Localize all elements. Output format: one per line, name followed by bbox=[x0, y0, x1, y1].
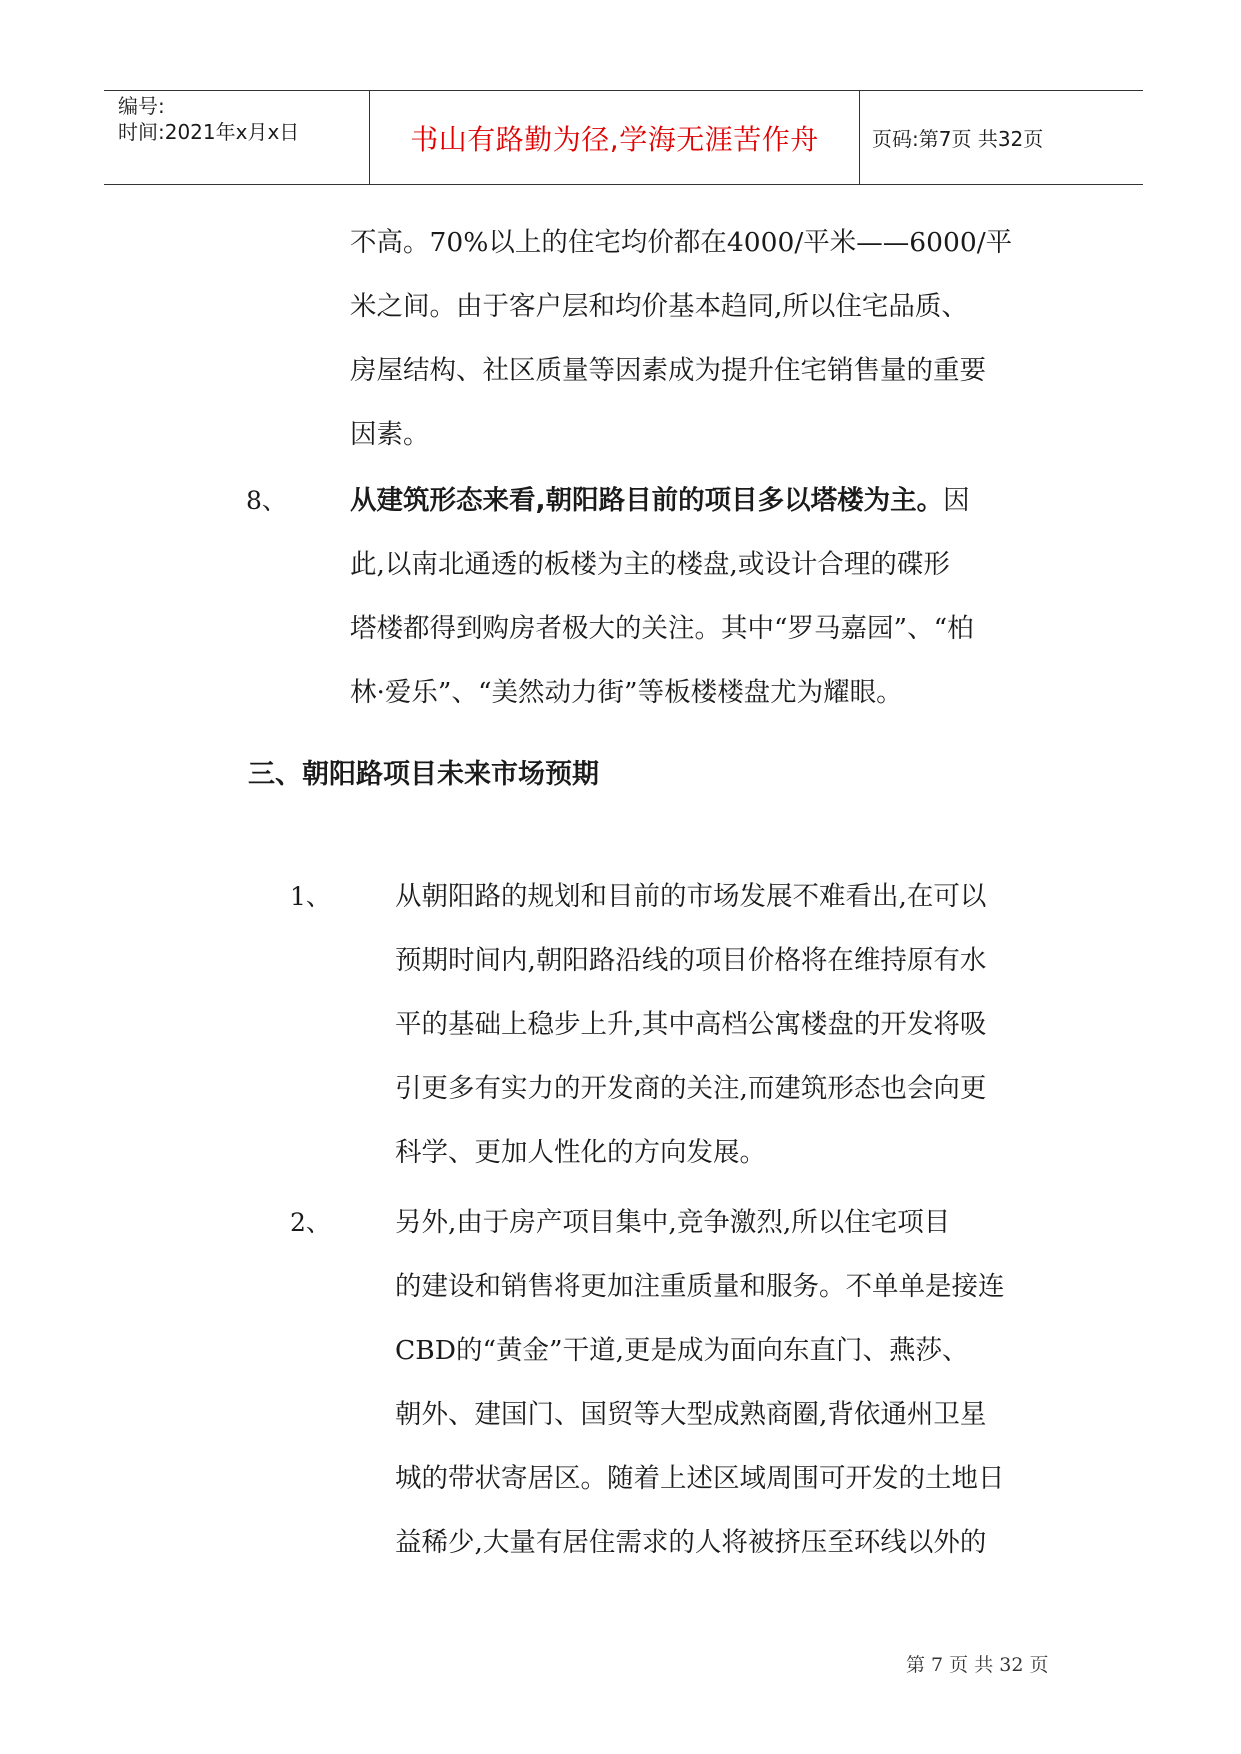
header-motto: 书山有路勤为径,学海无涯苦作舟 bbox=[410, 122, 819, 156]
header-divider bbox=[859, 91, 860, 184]
text-line: 的建设和销售将更加注重质量和服务。不单单是接连 bbox=[395, 1271, 1005, 1302]
text-line: CBD的“黄金”干道,更是成为面向东直门、燕莎、 bbox=[395, 1335, 969, 1366]
text-line: 从朝阳路的规划和目前的市场发展不难看出,在可以 bbox=[395, 881, 987, 912]
header-page-info: 页码:第7页 共32页 bbox=[872, 127, 1044, 151]
text-line: 科学、更加人性化的方向发展。 bbox=[395, 1137, 766, 1168]
text-line: 不高。70%以上的住宅均价都在4000/平米——6000/平 bbox=[350, 227, 1013, 258]
text-line: 朝外、建国门、国贸等大型成熟商圈,背依通州卫星 bbox=[395, 1399, 987, 1430]
text-line: 塔楼都得到购房者极大的关注。其中“罗马嘉园”、“柏 bbox=[350, 613, 974, 644]
text-line: 林·爱乐”、“美然动力街”等板楼楼盘尤为耀眼。 bbox=[350, 677, 903, 708]
list-number: 8、 bbox=[246, 486, 287, 515]
text-line: 房屋结构、社区质量等因素成为提升住宅销售量的重要 bbox=[350, 355, 986, 386]
text-fragment: 因 bbox=[943, 485, 970, 516]
text-line: 米之间。由于客户层和均价基本趋同,所以住宅品质、 bbox=[350, 291, 968, 322]
page-footer: 第 7 页 共 32 页 bbox=[906, 1654, 1049, 1676]
text-line: 引更多有实力的开发商的关注,而建筑形态也会向更 bbox=[395, 1073, 987, 1104]
text-line: 另外,由于房产项目集中,竞争激烈,所以住宅项目 bbox=[395, 1207, 951, 1238]
text-line: 此,以南北通透的板楼为主的楼盘,或设计合理的碟形 bbox=[350, 549, 950, 580]
list-number: 1、 bbox=[290, 882, 331, 911]
list-number: 2、 bbox=[290, 1208, 331, 1237]
text-line: 城的带状寄居区。随着上述区域周围可开发的土地日 bbox=[395, 1463, 1005, 1494]
bold-summary: 从建筑形态来看,朝阳路目前的项目多以塔楼为主。 bbox=[350, 485, 944, 516]
number-label: 编号: bbox=[118, 94, 165, 118]
text-line: 因素。 bbox=[350, 419, 430, 450]
section-heading: 三、朝阳路项目未来市场预期 bbox=[248, 759, 599, 790]
text-line: 预期时间内,朝阳路沿线的项目价格将在维持原有水 bbox=[395, 945, 987, 976]
header-meta bbox=[118, 91, 368, 184]
page-header bbox=[104, 90, 1143, 185]
time-label: 时间:2021年x月x日 bbox=[118, 120, 300, 144]
text-line bbox=[350, 484, 970, 518]
text-line: 益稀少,大量有居住需求的人将被挤压至环线以外的 bbox=[395, 1527, 987, 1558]
text-line: 平的基础上稳步上升,其中高档公寓楼盘的开发将吸 bbox=[395, 1009, 987, 1040]
